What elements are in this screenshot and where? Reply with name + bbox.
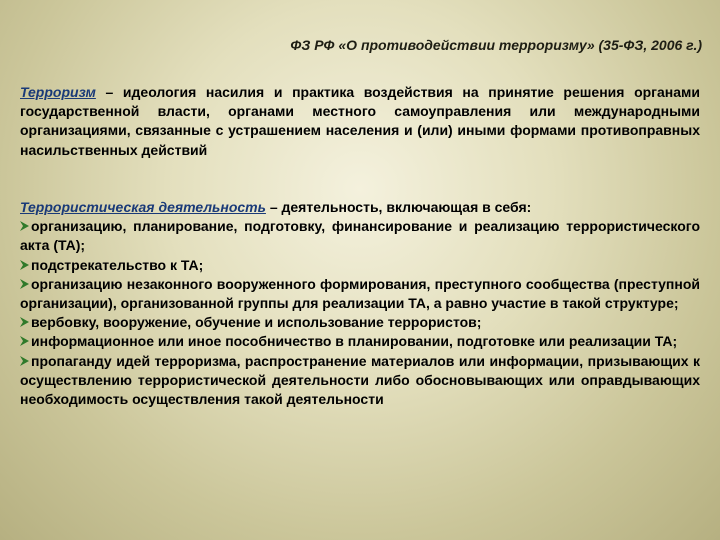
list-item-text: организацию, планирование, подготовку, финансирование и реализацию террористического акта (ТА); <box>20 218 700 254</box>
law-title: ФЗ РФ «О противодействии терроризму» (35-ФЗ, 2006 г.) <box>290 37 702 53</box>
activity-list <box>20 217 700 409</box>
list-item <box>20 352 700 410</box>
activity-heading <box>20 198 700 217</box>
terrorist-activity-section <box>20 198 700 409</box>
arrow-bullet-icon <box>20 336 29 346</box>
arrow-bullet-icon <box>20 317 29 327</box>
list-item <box>20 313 700 332</box>
activity-intro: – деятельность, включающая в себя: <box>265 199 532 215</box>
definition-term: Терроризм <box>20 84 96 100</box>
list-item <box>20 217 700 255</box>
activity-term: Террористическая деятельность <box>20 199 266 215</box>
terrorism-definition <box>20 83 700 160</box>
definition-text: – идеология насилия и практика воздействия на принятие решения органами государственной власти, органами местного самоуправления или международными организациями, связанные с устрашением населения и (или) иными формами противоправных насильственных действий <box>20 84 700 158</box>
arrow-bullet-icon <box>20 356 29 366</box>
list-item-text: подстрекательство к ТА; <box>31 256 204 273</box>
list-item <box>20 332 700 351</box>
list-item-text: пропаганду идей терроризма, распространение материалов или информации, призывающих к осуществлению террористической деятельности либо обосновывающих или оправдывающих необходимость осуществления такой деятельности <box>20 352 700 408</box>
list-item-text: информационное или иное пособничество в планировании, подготовке или реализации ТА; <box>31 333 678 350</box>
list-item <box>20 256 700 275</box>
arrow-bullet-icon <box>20 221 29 231</box>
list-item-text: организацию незаконного вооруженного формирования, преступного сообщества (преступной организации), организованной группы для реализации ТА, а равно участие в такой структуре; <box>20 275 700 312</box>
arrow-bullet-icon <box>20 260 29 270</box>
arrow-bullet-icon <box>20 279 29 289</box>
list-item-text: вербовку, вооружение, обучение и использование террористов; <box>31 314 482 331</box>
list-item <box>20 275 700 313</box>
